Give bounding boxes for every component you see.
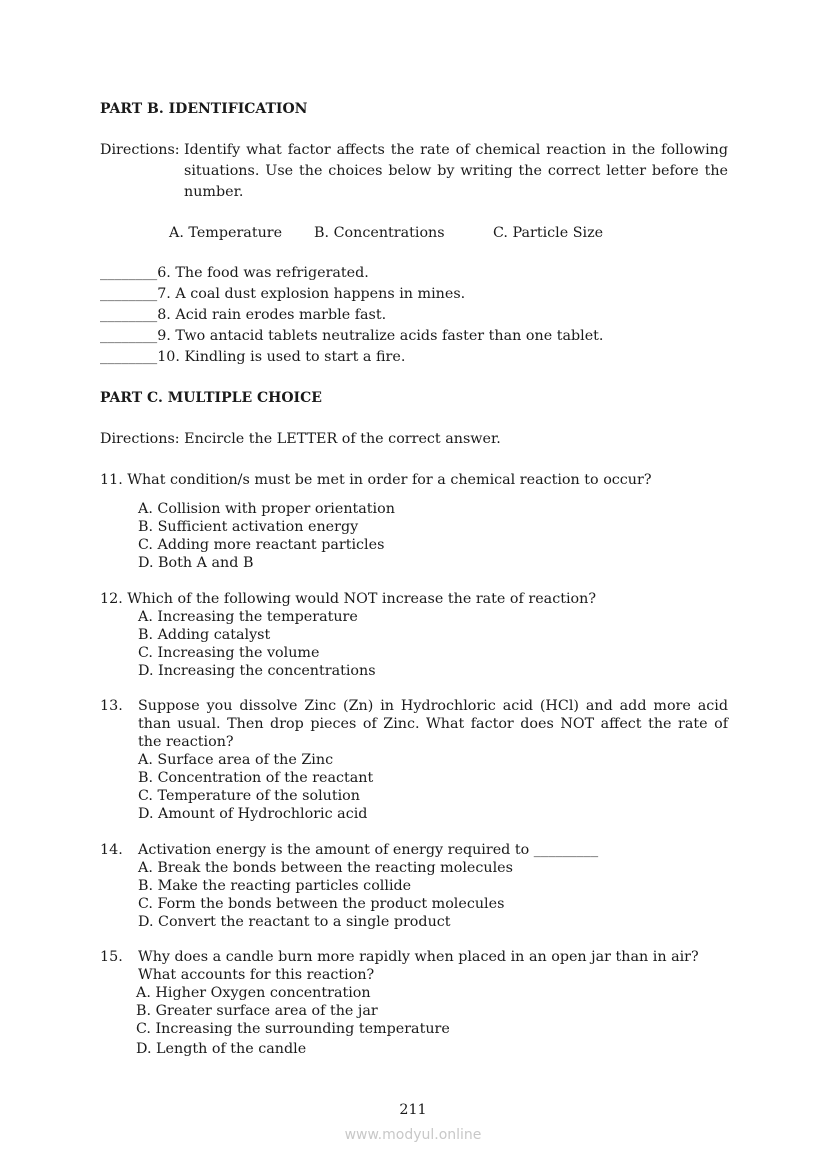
- option: B. Adding catalyst: [138, 627, 271, 643]
- option: D. Increasing the concentrations: [138, 663, 376, 679]
- question-number: 14.: [100, 842, 123, 858]
- identification-item: ________6. The food was refrigerated.: [100, 265, 369, 281]
- question-13: Suppose you dissolve Zinc (Zn) in Hydrochloric acid (HCl) and add more acid: [138, 698, 728, 714]
- question-number: 15.: [100, 949, 123, 965]
- question-12: 12. Which of the following would NOT increase the rate of reaction?: [100, 591, 597, 607]
- directions-text: situations. Use the choices below by writing the correct letter before the: [184, 163, 728, 179]
- option: A. Surface area of the Zinc: [138, 752, 334, 768]
- part-c-directions: Directions: Encircle the LETTER of the correct answer.: [100, 431, 501, 447]
- option: D. Both A and B: [138, 555, 254, 571]
- identification-item: ________7. A coal dust explosion happens in mines.: [100, 286, 466, 302]
- option: B. Concentration of the reactant: [138, 770, 374, 786]
- option: B. Sufficient activation energy: [138, 519, 359, 535]
- question-number: 13.: [100, 698, 123, 714]
- part-c-heading: PART C. MULTIPLE CHOICE: [100, 390, 322, 406]
- question-13: the reaction?: [138, 734, 234, 750]
- directions-text: number.: [184, 184, 244, 200]
- part-b-heading: PART B. IDENTIFICATION: [100, 101, 308, 117]
- option: D. Convert the reactant to a single product: [138, 914, 451, 930]
- question-11: 11. What condition/s must be met in order for a chemical reaction to occur?: [100, 472, 652, 488]
- option: B. Make the reacting particles collide: [138, 878, 412, 894]
- watermark: www.modyul.online: [344, 1127, 482, 1143]
- option: A. Collision with proper orientation: [138, 501, 395, 517]
- option: C. Increasing the volume: [138, 645, 320, 661]
- option: A. Break the bonds between the reacting molecules: [138, 860, 513, 876]
- option: D. Length of the candle: [136, 1041, 307, 1057]
- option: B. Greater surface area of the jar: [136, 1003, 378, 1019]
- option: C. Temperature of the solution: [138, 788, 360, 804]
- page-number: 211: [399, 1102, 427, 1118]
- option: A. Higher Oxygen concentration: [136, 985, 371, 1001]
- choice-concentrations: B. Concentrations: [314, 225, 445, 241]
- question-15: What accounts for this reaction?: [138, 967, 375, 983]
- option: C. Adding more reactant particles: [138, 537, 385, 553]
- identification-item: ________8. Acid rain erodes marble fast.: [100, 307, 387, 323]
- option: D. Amount of Hydrochloric acid: [138, 806, 368, 822]
- question-13: than usual. Then drop pieces of Zinc. What factor does NOT affect the rate of: [138, 716, 728, 732]
- option: C. Form the bonds between the product molecules: [138, 896, 505, 912]
- directions-text: Identify what factor affects the rate of chemical reaction in the following: [184, 142, 728, 158]
- choice-temperature: A. Temperature: [169, 225, 283, 241]
- option: C. Increasing the surrounding temperature: [136, 1021, 450, 1037]
- identification-item: ________9. Two antacid tablets neutralize acids faster than one tablet.: [100, 328, 604, 344]
- question-14: Activation energy is the amount of energy required to _________: [138, 842, 599, 858]
- question-15: Why does a candle burn more rapidly when placed in an open jar than in air?: [138, 949, 699, 965]
- choice-particle-size: C. Particle Size: [493, 225, 604, 241]
- option: A. Increasing the temperature: [138, 609, 358, 625]
- directions-label: Directions:: [100, 142, 180, 158]
- identification-item: ________10. Kindling is used to start a fire.: [100, 349, 406, 365]
